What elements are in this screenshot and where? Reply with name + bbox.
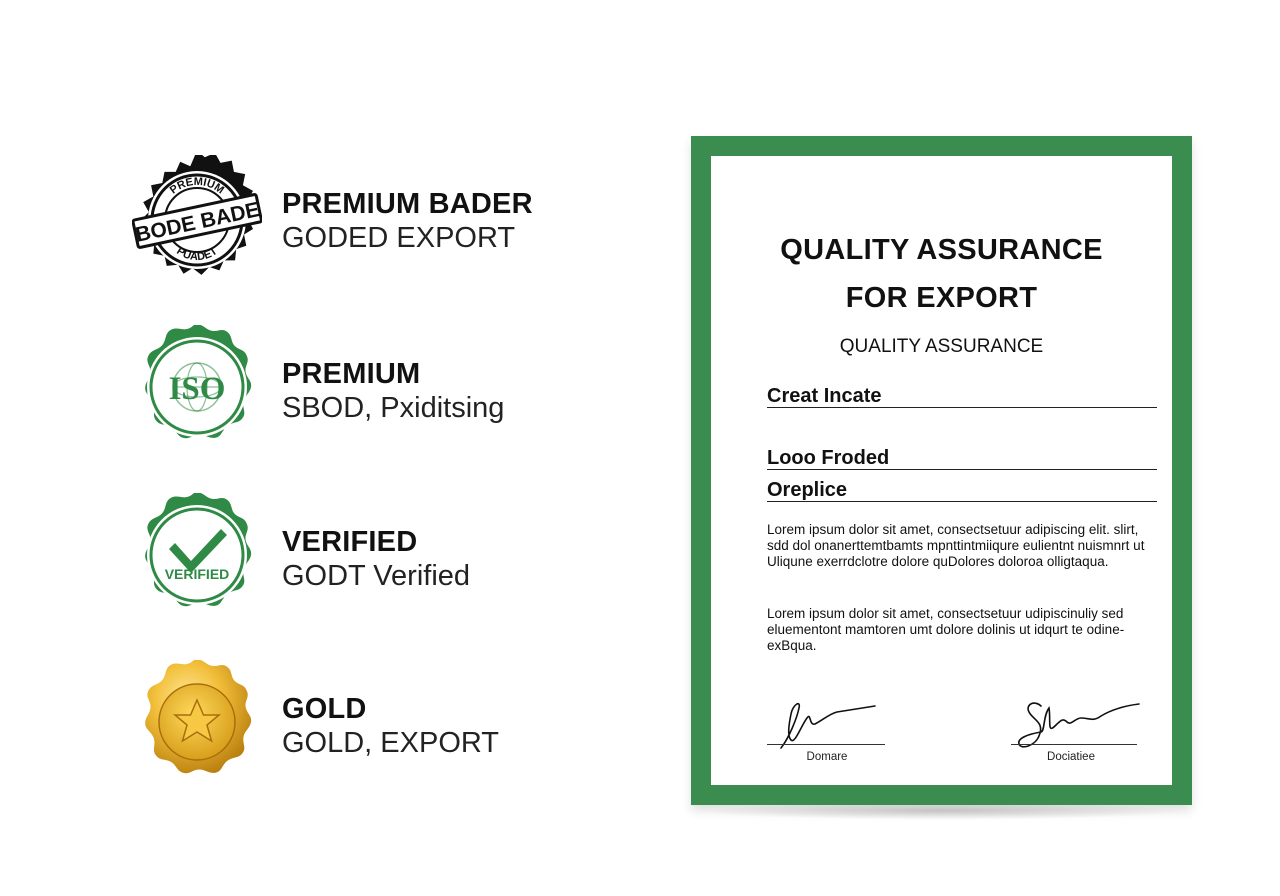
badge-title: PREMIUM	[282, 358, 421, 390]
verified-seal	[132, 493, 262, 623]
checkmark-icon	[132, 493, 262, 623]
seal-top-text: PREMIUM	[167, 175, 227, 197]
gold-star-medal-icon	[132, 660, 262, 790]
verified-seal-text: VERIFIED	[164, 566, 230, 582]
badge-premium-bader	[132, 155, 592, 285]
iso-globe-icon	[132, 325, 262, 455]
signature-scribble	[1011, 696, 1151, 756]
badge-verified	[132, 493, 592, 623]
gold-medal	[132, 660, 262, 790]
seal-bottom-text: PUADET	[174, 245, 220, 264]
certificate-subtitle: QUALITY ASSURANCE	[839, 336, 1044, 357]
field-label: Oreplice	[767, 479, 848, 501]
signature-block-right	[1011, 696, 1131, 766]
signature-line	[1011, 744, 1137, 745]
badge-title: PREMIUM BADER	[282, 188, 533, 220]
certificate-field	[767, 446, 1157, 470]
certificate-paragraph: Lorem ipsum dolor sit amet, consectsetuur adipiscing elit. slirt, sdd dol onanerttemtbamts mpnttintmiiqure eulientnt nuismnrt ut Uliqune exerrdclotre dolore quDolores doloroa olligtaqua.	[767, 522, 1145, 569]
signature-label: Domare	[806, 751, 848, 763]
certificate-title-line2: FOR EXPORT	[845, 282, 1038, 314]
signature-scribble	[767, 696, 907, 756]
badge-title: VERIFIED	[282, 526, 418, 558]
badge-title: GOLD	[282, 693, 367, 725]
signature-line	[767, 744, 885, 745]
premium-stamp-seal	[132, 155, 262, 285]
signature-label: Dociatiee	[1047, 751, 1095, 763]
premium-stamp-icon	[132, 155, 262, 285]
iso-seal	[132, 325, 262, 455]
certificate-paper	[711, 156, 1172, 785]
certificate-title-line1: QUALITY ASSURANCE	[780, 234, 1103, 266]
badge-subtitle: SBOD, Pxiditsing	[282, 392, 505, 424]
certificate-field	[767, 478, 1157, 502]
badge-subtitle: GOLD, EXPORT	[282, 727, 500, 759]
iso-text: ISO	[168, 371, 226, 407]
certificate-paragraph: Lorem ipsum dolor sit amet, consectsetuur udipiscinuliy sed eluementont mamtoren umt dolore dolinis ut idqurt te odine-exBqua.	[767, 606, 1125, 653]
certificate-field	[767, 384, 1157, 408]
badge-iso	[132, 325, 592, 455]
badge-subtitle: GODED EXPORT	[282, 222, 516, 254]
certificate-frame	[691, 136, 1192, 805]
field-label: Creat Incate	[767, 385, 882, 407]
badge-gold	[132, 660, 592, 790]
signature-block-left	[767, 696, 887, 766]
field-label: Looo Froded	[767, 447, 890, 469]
badge-subtitle: GODT Verified	[282, 560, 471, 592]
seal-center-text: BODE BADE	[133, 198, 262, 247]
